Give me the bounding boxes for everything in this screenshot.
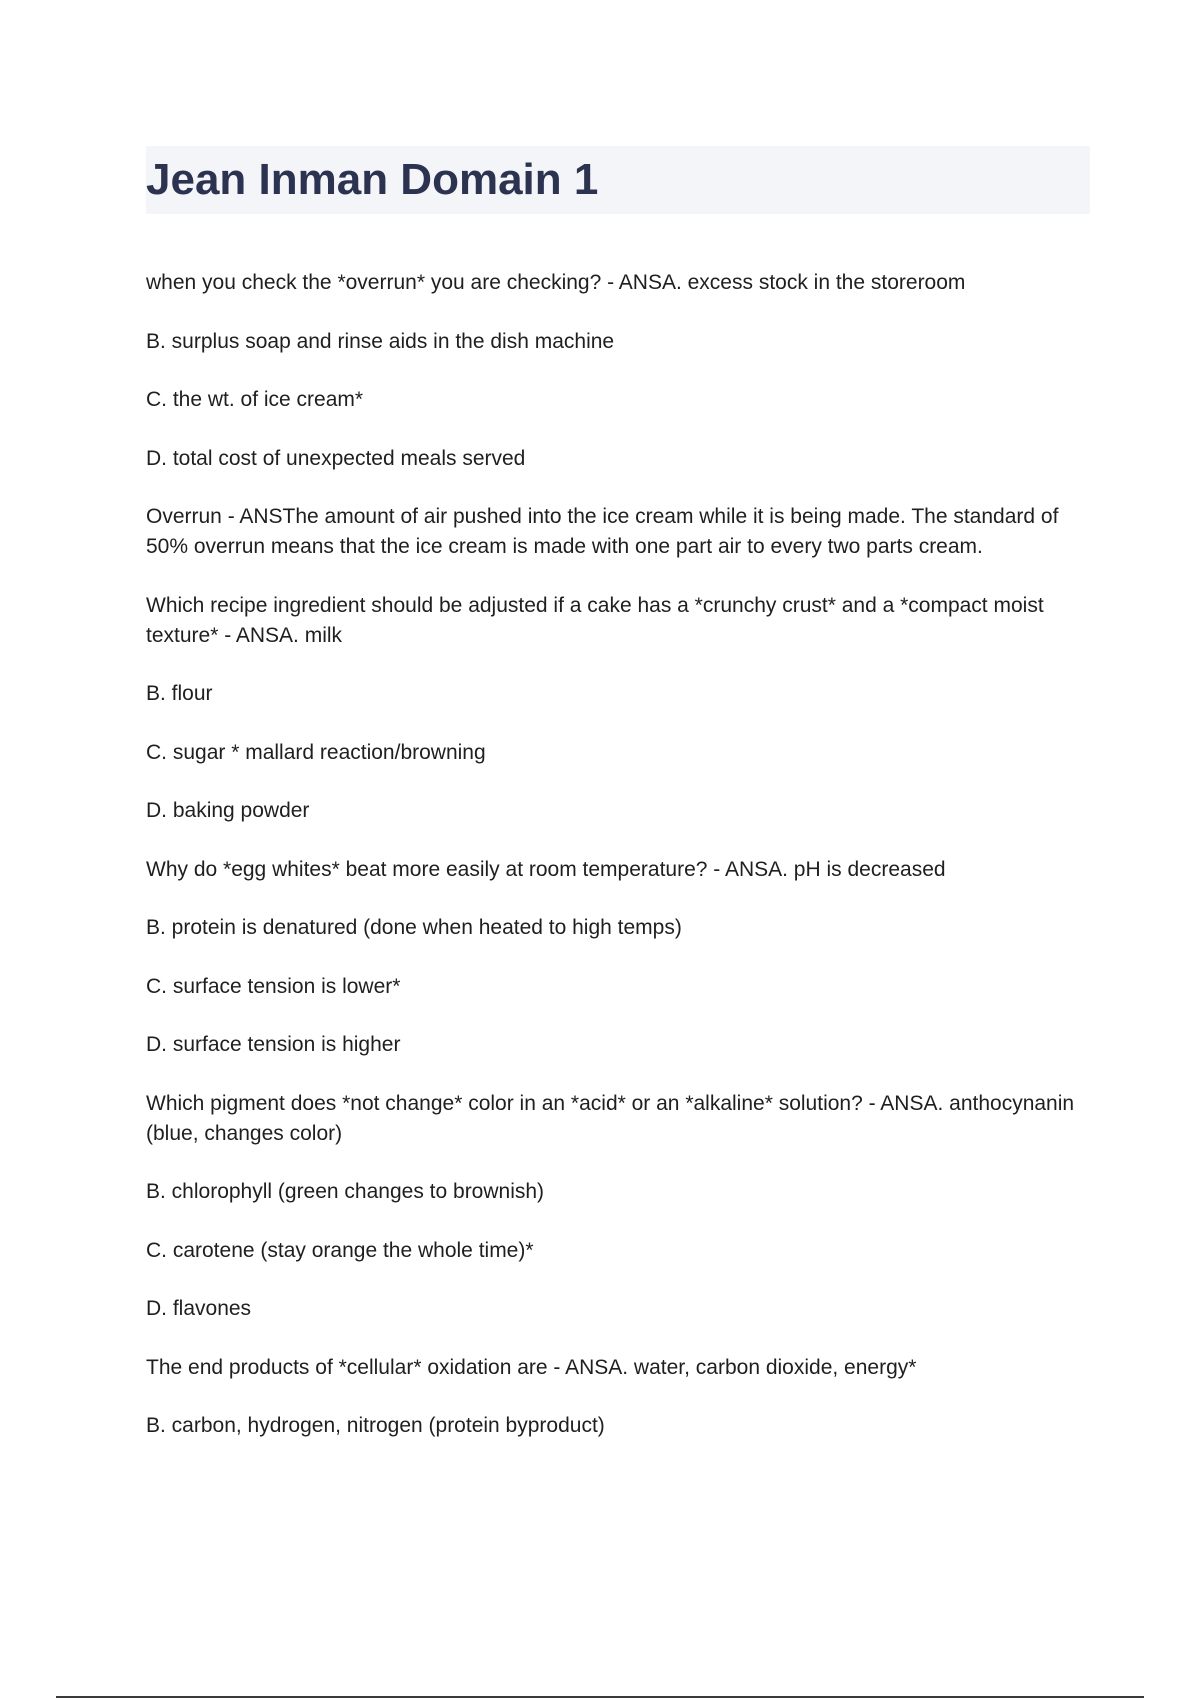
paragraph-q1: when you check the *overrun* you are checking? - ANSA. excess stock in the storeroom [146,271,966,294]
paragraph-q1-option-d: D. total cost of unexpected meals served [146,446,526,470]
document-body [146,268,1090,1470]
paragraph-q1-option-b: B. surplus soap and rinse aids in the dish machine [146,329,615,353]
paragraph-q2-option-b: B. flour [146,682,213,705]
paragraph-q3: Why do *egg whites* beat more easily at room temperature? - ANSA. pH is decreased [146,857,946,881]
paragraph-q2: Which recipe ingredient should be adjusted if a cake has a *crunchy crust* and a *compact moist texture* - ANSA. milk [146,593,1044,647]
paragraph-q4-option-c: C. carotene (stay orange the whole time)* [146,1238,534,1262]
footer-divider [56,1696,1144,1698]
paragraph-q1-option-c: C. the wt. of ice cream* [146,388,364,411]
paragraph-q4-option-b: B. chlorophyll (green changes to brownish) [146,1180,545,1203]
paragraph-q5: The end products of *cellular* oxidation are - ANSA. water, carbon dioxide, energy* [146,1355,917,1379]
paragraph-q2-option-d: D. baking powder [146,799,310,822]
paragraph-q3-option-b: B. protein is denatured (done when heated to high temps) [146,916,682,939]
paragraph-q5-option-b: B. carbon, hydrogen, nitrogen (protein byproduct) [146,1414,605,1437]
paragraph-q3-option-c: C. surface tension is lower* [146,974,401,998]
paragraph-q4-option-d: D. flavones [146,1297,252,1320]
paragraph-q3-option-d: D. surface tension is higher [146,1033,401,1056]
paragraph-overrun-definition: Overrun - ANSThe amount of air pushed into the ice cream while it is being made. The standard of 50% overrun means that the ice cream is made with one part air to every two parts cream. [146,505,1059,558]
title-banner [146,146,1090,214]
paragraph-q2-option-c: C. sugar * mallard reaction/browning [146,740,486,764]
paragraph-q4: Which pigment does *not change* color in an *acid* or an *alkaline* solution? - ANSA. anthocynanin (blue, changes color) [146,1091,1075,1145]
page-title: Jean Inman Domain 1 [146,155,599,204]
